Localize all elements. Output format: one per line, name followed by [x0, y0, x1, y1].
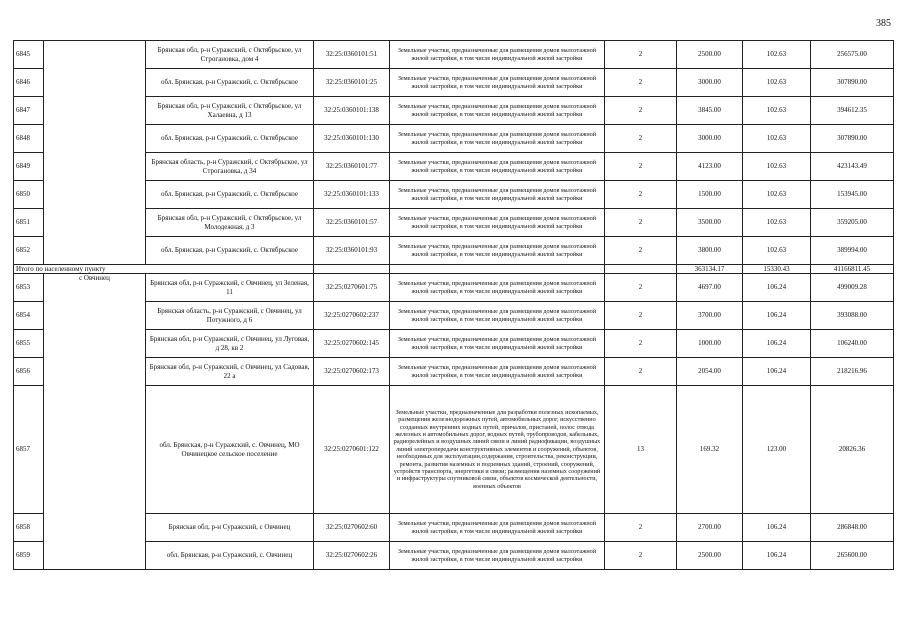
row-number: 6852	[14, 237, 44, 265]
row-number: 6856	[14, 358, 44, 386]
permitted-use: Земельные участки, предназначенные для разработки полезных ископаемых, размещения железнодорожных путей, автомобильных дорог, искусственно созданных внутренних водных путей, причалов, пристаней, полос отвода железных и автомобильных дорог, водных путей, трубопроводов, кабельных, радиорелейных и воздушных линий связи и линий радиофикации, воздушных линий электропередачи конструктивных элементов и сооружений, объектов, необходимых для эксплуатации,содержания, строительства, реконструкции, ремонта, развития наземных и подземных зданий, строений, сооружений, устройств транспорта, энергетики и связи; размещения наземных сооружений и инфраструктуры спутниковой связи, объектов космической деятельности, военных объектов	[390, 386, 605, 514]
table-row	[14, 302, 894, 330]
group-code: 2	[605, 358, 677, 386]
specific-value: 102.63	[743, 69, 811, 97]
area: 3500.00	[677, 209, 743, 237]
cadastral-number: 32:25:0270602:26	[314, 542, 390, 570]
group-code: 2	[605, 125, 677, 153]
area: 4123.00	[677, 153, 743, 181]
total-rate: 15330.43	[743, 265, 811, 274]
permitted-use: Земельные участки, предназначенные для размещения домов малоэтажной жилой застройки, в том числе индивидуальной жилой застройки	[390, 125, 605, 153]
cadastral-number: 32:25:0270601:75	[314, 274, 390, 302]
group-code: 2	[605, 97, 677, 125]
cadastral-number: 32:25:0360101:138	[314, 97, 390, 125]
row-number: 6857	[14, 386, 44, 514]
table-body-section-a	[14, 41, 894, 265]
area: 2054.00	[677, 358, 743, 386]
cadastral-value: 106240.00	[811, 330, 894, 358]
specific-value: 106.24	[743, 542, 811, 570]
row-number: 6850	[14, 181, 44, 209]
area: 2700.00	[677, 514, 743, 542]
total-area: 363134.17	[677, 265, 743, 274]
group-code: 2	[605, 302, 677, 330]
row-number: 6851	[14, 209, 44, 237]
permitted-use: Земельные участки, предназначенные для размещения домов малоэтажной жилой застройки, в том числе индивидуальной жилой застройки	[390, 542, 605, 570]
cadastral-number: 32:25:0270602:145	[314, 330, 390, 358]
specific-value: 106.24	[743, 514, 811, 542]
group-code: 2	[605, 181, 677, 209]
row-number: 6846	[14, 69, 44, 97]
table-row	[14, 209, 894, 237]
total-empty-cell	[605, 265, 677, 274]
cadastral-value: 307890.00	[811, 125, 894, 153]
specific-value: 102.63	[743, 153, 811, 181]
specific-value: 102.63	[743, 97, 811, 125]
cadastral-value: 218216.96	[811, 358, 894, 386]
cadastral-value: 256575.00	[811, 41, 894, 69]
group-code: 2	[605, 69, 677, 97]
row-number: 6859	[14, 542, 44, 570]
row-number: 6849	[14, 153, 44, 181]
cadastral-number: 32:25:0270602:173	[314, 358, 390, 386]
permitted-use: Земельные участки, предназначенные для размещения домов малоэтажной жилой застройки, в том числе индивидуальной жилой застройки	[390, 358, 605, 386]
cadastral-number: 32:25:0360101:77	[314, 153, 390, 181]
table-row	[14, 69, 894, 97]
specific-value: 123.00	[743, 386, 811, 514]
group-code: 2	[605, 209, 677, 237]
address: обл. Брянская, р-н Суражский, с. Октябрьское	[146, 69, 314, 97]
permitted-use: Земельные участки, предназначенные для размещения домов малоэтажной жилой застройки, в том числе индивидуальной жилой застройки	[390, 153, 605, 181]
table-row	[14, 274, 894, 302]
cadastral-value: 20826.36	[811, 386, 894, 514]
area: 2500.00	[677, 542, 743, 570]
cadastral-value: 307890.00	[811, 69, 894, 97]
address: обл. Брянская, р-н Суражский, с. Овчинец	[146, 542, 314, 570]
permitted-use: Земельные участки, предназначенные для размещения домов малоэтажной жилой застройки, в том числе индивидуальной жилой застройки	[390, 41, 605, 69]
permitted-use: Земельные участки, предназначенные для размещения домов малоэтажной жилой застройки, в том числе индивидуальной жилой застройки	[390, 514, 605, 542]
area: 3700.00	[677, 302, 743, 330]
address: Брянская обл, р-н Суражский, с Октябрьское, ул Молодежная, д 3	[146, 209, 314, 237]
row-number: 6853	[14, 274, 44, 302]
specific-value: 102.63	[743, 41, 811, 69]
specific-value: 106.24	[743, 330, 811, 358]
cadastral-value: 393088.00	[811, 302, 894, 330]
row-number: 6854	[14, 302, 44, 330]
row-number: 6858	[14, 514, 44, 542]
cadastral-number: 32:25:0360101:133	[314, 181, 390, 209]
group-code: 2	[605, 514, 677, 542]
address: Брянская область, р-н Суражский, с Овчинец, ул Потужного, д 6	[146, 302, 314, 330]
table-total-section	[14, 265, 894, 274]
table-row	[14, 125, 894, 153]
group-code: 2	[605, 542, 677, 570]
permitted-use: Земельные участки, предназначенные для размещения домов малоэтажной жилой застройки, в том числе индивидуальной жилой застройки	[390, 209, 605, 237]
area: 169.32	[677, 386, 743, 514]
specific-value: 102.63	[743, 125, 811, 153]
permitted-use: Земельные участки, предназначенные для размещения домов малоэтажной жилой застройки, в том числе индивидуальной жилой застройки	[390, 237, 605, 265]
cadastral-value: 153945.00	[811, 181, 894, 209]
address: Брянская область, р-н Суражский, с Октябрьское, ул Строгановка, д 34	[146, 153, 314, 181]
permitted-use: Земельные участки, предназначенные для размещения домов малоэтажной жилой застройки, в том числе индивидуальной жилой застройки	[390, 69, 605, 97]
group-code: 13	[605, 386, 677, 514]
settlement-name: с Овчинец	[44, 274, 146, 570]
cadastral-number: 32:25:0360101:93	[314, 237, 390, 265]
cadastral-number: 32:25:0360101:25	[314, 69, 390, 97]
cadastral-number: 32:25:0360101:130	[314, 125, 390, 153]
specific-value: 102.63	[743, 209, 811, 237]
permitted-use: Земельные участки, предназначенные для размещения домов малоэтажной жилой застройки, в том числе индивидуальной жилой застройки	[390, 330, 605, 358]
row-number: 6845	[14, 41, 44, 69]
area: 2500.00	[677, 41, 743, 69]
address: Брянская обл, р-н Суражский, с Овчинец, ул Зеленая, 11	[146, 274, 314, 302]
specific-value: 102.63	[743, 237, 811, 265]
cadastral-value: 394612.35	[811, 97, 894, 125]
total-empty-cell	[390, 265, 605, 274]
area: 4697.00	[677, 274, 743, 302]
cadastral-number: 32:25:0360101:57	[314, 209, 390, 237]
area: 3000.00	[677, 125, 743, 153]
specific-value: 106.24	[743, 274, 811, 302]
address: Брянская обл, р-н Суражский, с Овчинец, ул Луговая, д 28, кв 2	[146, 330, 314, 358]
group-code: 2	[605, 41, 677, 69]
table-row	[14, 330, 894, 358]
area: 1000.00	[677, 330, 743, 358]
cadastral-value: 359205.00	[811, 209, 894, 237]
table-row	[14, 41, 894, 69]
cadastral-value: 286848.00	[811, 514, 894, 542]
address: обл. Брянская, р-н Суражский, с. Октябрьское	[146, 237, 314, 265]
total-label: Итого по населенному пункту	[14, 265, 314, 274]
table-row	[14, 386, 894, 514]
table-row	[14, 358, 894, 386]
address: обл. Брянская, р-н Суражский, с. Овчинец, МО Овчинецкое сельское поселение	[146, 386, 314, 514]
table-row	[14, 97, 894, 125]
area: 3000.00	[677, 69, 743, 97]
address: обл. Брянская, р-н Суражский, с. Октябрьское	[146, 125, 314, 153]
page-number: 385	[876, 18, 891, 29]
permitted-use: Земельные участки, предназначенные для размещения домов малоэтажной жилой застройки, в том числе индивидуальной жилой застройки	[390, 274, 605, 302]
cadastral-value: 265600.00	[811, 542, 894, 570]
group-code: 2	[605, 330, 677, 358]
row-number: 6847	[14, 97, 44, 125]
address: Брянская обл, р-н Суражский, с Октябрьское, ул Строгановка, дом 4	[146, 41, 314, 69]
total-row	[14, 265, 894, 274]
total-empty-cell	[314, 265, 390, 274]
cadastral-value: 423143.49	[811, 153, 894, 181]
table-row	[14, 153, 894, 181]
table-row	[14, 542, 894, 570]
area: 1500.00	[677, 181, 743, 209]
permitted-use: Земельные участки, предназначенные для размещения домов малоэтажной жилой застройки, в том числе индивидуальной жилой застройки	[390, 181, 605, 209]
cadastral-number: 32:25:0270602:237	[314, 302, 390, 330]
address: Брянская обл, р-н Суражский, с Октябрьское, ул Халаевна, д 13	[146, 97, 314, 125]
specific-value: 106.24	[743, 358, 811, 386]
area: 3845.00	[677, 97, 743, 125]
group-code: 2	[605, 153, 677, 181]
specific-value: 106.24	[743, 302, 811, 330]
table-row	[14, 237, 894, 265]
group-code: 2	[605, 274, 677, 302]
address: обл. Брянская, р-н Суражский, с. Октябрьское	[146, 181, 314, 209]
address: Брянская обл, р-н Суражский, с Овчинец, ул Садовая, 22 а	[146, 358, 314, 386]
table-body-section-b	[14, 274, 894, 570]
cadastral-number: 32:25:0270602:60	[314, 514, 390, 542]
permitted-use: Земельные участки, предназначенные для размещения домов малоэтажной жилой застройки, в том числе индивидуальной жилой застройки	[390, 97, 605, 125]
cadastral-number: 32:25:0360101:51	[314, 41, 390, 69]
cadastral-number: 32:25:0270601:122	[314, 386, 390, 514]
specific-value: 102.63	[743, 181, 811, 209]
table-row	[14, 514, 894, 542]
group-code: 2	[605, 237, 677, 265]
area: 3800.00	[677, 237, 743, 265]
total-value: 41166811.45	[811, 265, 894, 274]
address: Брянская обл, р-н Суражский, с Овчинец	[146, 514, 314, 542]
cadastral-value: 389994.00	[811, 237, 894, 265]
cadastral-value: 499009.28	[811, 274, 894, 302]
row-number: 6848	[14, 125, 44, 153]
settlement-name-empty	[44, 41, 146, 265]
permitted-use: Земельные участки, предназначенные для размещения домов малоэтажной жилой застройки, в том числе индивидуальной жилой застройки	[390, 302, 605, 330]
table-row	[14, 181, 894, 209]
row-number: 6855	[14, 330, 44, 358]
land-plot-table	[13, 40, 894, 570]
